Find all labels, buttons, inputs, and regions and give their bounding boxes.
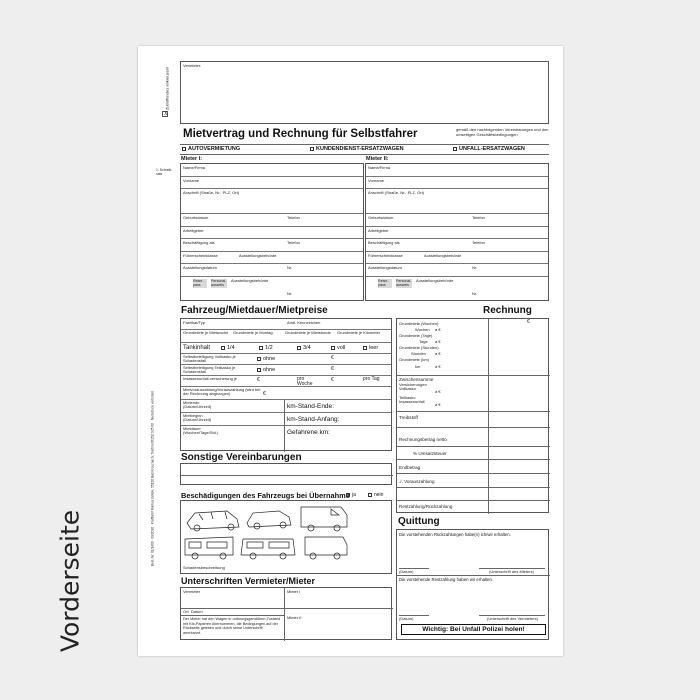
van-view-2 (305, 537, 347, 555)
section-unterschriften: Unterschriften Vermieter/Mieter (181, 576, 316, 586)
mieter2-label: Mieter II: (366, 156, 389, 162)
option-kundendienst[interactable]: KUNDENDIENST-ERSATZWAGEN (310, 146, 404, 152)
camper-view-1 (185, 537, 233, 555)
section-quittung: Quittung (398, 516, 440, 527)
option-unfall[interactable]: UNFALL-ERSATZWAGEN (453, 146, 525, 152)
damage-diagram-box (180, 500, 392, 574)
vehicle-diagrams (181, 501, 393, 563)
form-title-note: gemäß den nachfolgenden Vereinbarungen und den umseitigen Geschäftsbedingungen (456, 127, 549, 137)
mieter2-block: Name/Firma Vorname Anschrift (Straße, Nr., PLZ, Ort) Geburtsdatum Telefon Arbeitgeber Beschäftigung als Telefon Führerscheinklasse Ausstellungsbehörde Ausstellungsdatum Nr. Reise-pass Personal-ausweis Ausstellungsbehörde Nr. (365, 163, 549, 301)
quittung-box: Die vorstehenden Rückzahlungen habe(n) ich/wir erhalten. (Datum) (Unterschrift des Mieters) Die vorstehende Restzahlung haben wir erhalten. (Datum) (Unterschrift des Vermieters) Wichtig: Bei Unfall Polizei holen! (396, 529, 549, 640)
margin-print-info: Best.-Nr. 01/1400 · 09/2016 · Kraftfahrt Markus GmbH, 55126 Bad Kreuznach, Telefon 06152/ 925 00 · Nachdruck verboten! (150, 390, 155, 567)
schreib-hint: 1. Schreib-satz (156, 168, 173, 176)
fahrzeug-block: Fabrikat/Typ Amtl. Kennzeichen Grundmiete je Mietwoche Grundmiete je Montag Grundmiete je Mietstunde Grundmiete je Kilometer Tankinhalt 1/4 1/2 3/4 voll leer Selbstbeteiligung Vollkasko je Schadensfall ohne € Selbstbeteiligung Teilkasko je Schadensfall ohne € Insassenunfall-versicherung je € pro Woche € pro Tag Mietvorauszahlung/Vorauszahlung (wird bei der Rechnung abgezogen) € Mietende (Datum/Uhrzeit) km-Stand-Ende: Mietbeginn (Datum/Uhrzeit) km-Stand-Anfang: Mietdauer (Wochen/Tage/Std.) Gefahrene km: (180, 318, 392, 451)
section-rechnung: Rechnung (483, 305, 532, 316)
side-label: Vorderseite (55, 509, 85, 653)
vermieter-label: Vermieter: (183, 63, 202, 68)
rechnung-block: Grundmiete (Wochen) € Wochen à € Grundmiete (Tage) Tage à € Grundmiete (Stunden) Stunden à € Grundmiete (km) km à € Zwischensumme Versicherungen Vollkasko à € Teilkasko Insassenunfall à € Treibstoff Rechnungsbetrag netto % Umsatzsteuer Endbetrag ./. Vorauszahlung Restzahlung/Rückzahlung (396, 318, 549, 513)
camper-view-2 (241, 539, 295, 555)
section-schaeden: Beschädigungen des Fahrzeugs bei Übernahme (181, 491, 350, 500)
option-autovermietung[interactable]: AUTOVERMIETUNG (182, 146, 240, 152)
schaeden-ja[interactable]: ja (346, 492, 356, 498)
sonstige-box[interactable] (180, 463, 392, 485)
schadenbeschreibung-label: Schadensbeschreibung (183, 565, 225, 570)
mieter1-block: Name/Firma Vorname Anschrift (Straße, Nr., PLZ, Ort) Geburtsdatum Telefon Arbeitgeber Beschäftigung als Telefon Führerscheinklasse Ausstellungsbehörde Ausstellungsdatum Nr. Reise-pass Personal-ausweis Ausstellungsbehörde Nr. (180, 163, 364, 301)
mieter1-label: Mieter I: (181, 156, 203, 162)
section-fahrzeug: Fahrzeug/Mietdauer/Mietpreise (181, 305, 328, 316)
vermieter-box[interactable] (180, 61, 549, 124)
rental-form-sheet (138, 46, 563, 656)
schaeden-nein[interactable]: nein (368, 492, 383, 498)
section-sonstige: Sonstige Vereinbarungen (181, 452, 302, 463)
van-view (301, 507, 347, 527)
margin-instruction: Zutreffendes ankreuzen! (164, 66, 170, 111)
car-side-view (247, 511, 291, 527)
margin-checkbox: X (164, 111, 168, 117)
unterschriften-box: Vermieter Mieter I Ort, Datum Mieter II Der Mieter hat den Wagen in ordnungsgemäßem Zustand mit Kfz-Papieren übernommen, die Bedingungen auf der Rückseite gelesen und durch seine Unterschrift anerkannt. (180, 587, 392, 640)
form-title: Mietvertrag und Rechnung für Selbstfahrer (183, 128, 418, 140)
warning-box: Wichtig: Bei Unfall Polizei holen! (401, 624, 546, 635)
